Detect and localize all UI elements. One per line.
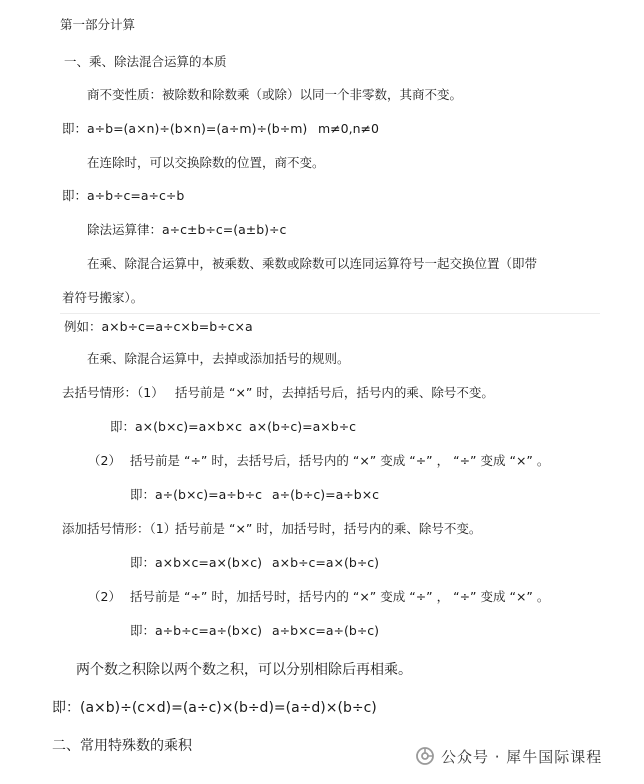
formula: 即：a×b×c=a×(b×c): [130, 555, 263, 570]
part-title: 第一部分计算: [60, 17, 136, 32]
paragraph: 两个数之积除以两个数之积，可以分别相除后再相乘。: [76, 662, 412, 678]
section-title: 二、常用特殊数的乘积: [52, 738, 192, 754]
formula: a÷(b÷c)=a÷b×c: [272, 487, 380, 502]
case-text: 括号前是 “×” 时，加括号时，括号内的乘、除号不变。: [175, 521, 482, 536]
formula: 即：(a×b)÷(c×d)=(a÷c)×(b÷d)=(a÷d)×(b÷c): [52, 700, 377, 716]
formula: 即：a×(b×c)=a×b×c: [110, 419, 243, 434]
case-label: （2）: [88, 589, 121, 604]
formula: a÷b×c=a÷(b÷c): [272, 623, 380, 638]
watermark-text: 公众号 · 犀牛国际课程: [441, 747, 603, 766]
formula: a×(b÷c)=a×b÷c: [249, 419, 357, 434]
paragraph: 除法运算律：a÷c±b÷c=(a±b)÷c: [87, 222, 287, 237]
case-text: 括号前是 “×” 时，去掉括号后，括号内的乘、除号不变。: [175, 385, 494, 400]
paragraph: 在乘、除混合运算中，去掉或添加括号的规则。: [87, 351, 350, 366]
paragraph: 商不变性质：被除数和除数乘（或除）以同一个非零数，其商不变。: [87, 87, 463, 102]
wechat-public-account-icon: [415, 746, 435, 766]
formula: 即：a÷b÷c=a÷(b×c): [130, 623, 263, 638]
formula: 即：a÷b=(a×n)÷(b×n)=(a÷m)÷(b÷m): [62, 121, 308, 136]
paragraph: 在连除时，可以交换除数的位置，商不变。: [87, 155, 325, 170]
case-label: （2）: [88, 453, 121, 468]
formula: 即：a÷(b×c)=a÷b÷c: [130, 487, 263, 502]
formula: a×b÷c=a×(b÷c): [272, 555, 380, 570]
case-text: 括号前是 “÷” 时，去括号后，括号内的 “×” 变成 “÷” ， “÷” 变成 “×” 。: [130, 453, 550, 468]
section-title: 一、乘、除法混合运算的本质: [64, 54, 227, 69]
formula: 即：a÷b÷c=a÷c÷b: [62, 188, 185, 203]
paragraph: 在乘、除混合运算中，被乘数、乘数或除数可以连同运算符号一起交换位置（即带: [87, 256, 538, 271]
case-label: 去括号情形：（1）: [62, 385, 164, 400]
formula-condition: m≠0,n≠0: [318, 121, 379, 136]
divider: [60, 313, 600, 314]
paragraph: 着符号搬家）。: [62, 290, 144, 305]
example: 例如：a×b÷c=a÷c×b=b÷c×a: [64, 319, 253, 334]
watermark: [415, 744, 602, 768]
case-text: 括号前是 “÷” 时，加括号时，括号内的 “×” 变成 “÷” ， “÷” 变成 “×” 。: [130, 589, 550, 604]
case-label: 添加括号情形：（1）: [62, 521, 177, 536]
